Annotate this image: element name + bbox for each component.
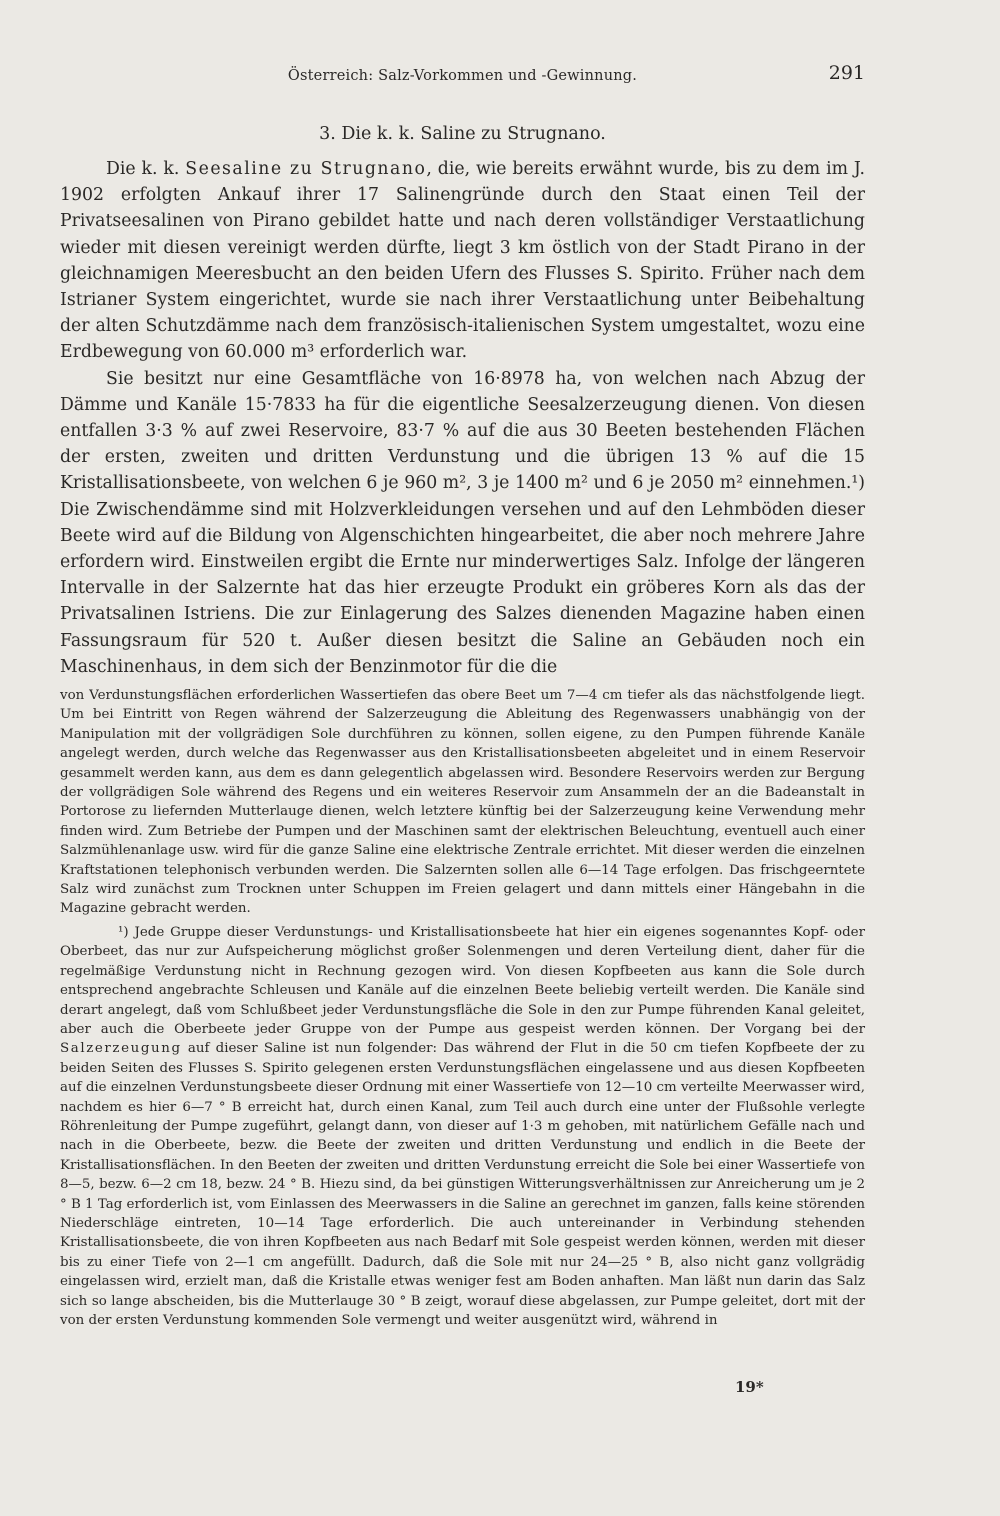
footnote-1-part1: Jede Gruppe dieser Verdunstungs- und Kristallisationsbeete hat hier ein eigenes sogenanntes Kopf- oder Oberbeet, das nur zur Aufspeicherung möglichst großer Solenmengen und deren Verteilung dient, daher für die regelmäßige Verdunstung nicht in Rechnung gezogen wird. Von diesen Kopfbeeten aus kann die Sole durch entsprechend angebrachte Schleusen und Kanäle auf die einzelnen Beete beliebig verteilt werden. Die Kanäle sind derart angelegt, daß vom Schlußbeet jeder Verdunstungsfläche die Sole in den zur Pumpe führenden Kanal geleitet, aber auch die Oberbeete jeder Gruppe von der Pumpe aus gespeist werden können. Der Vorgang bei der	[60, 924, 865, 1037]
paragraph-1-text: , die, wie bereits erwähnt wurde, bis zu dem im J. 1902 erfolgten Ankauf ihrer 17 Salinengründe durch den Staat einen Teil der Privatseesalinen von Pirano gebildet hatte und nach deren vollständiger Verstaatlichung wieder mit diesen vereinigt werden dürfte, liegt 3 km östlich von der Stadt Pirano in der gleichnamigen Meeresbucht an den beiden Ufern des Flusses S. Spirito. Früher nach dem Istrianer System eingerichtet, wurde sie nach ihrer Verstaatlichung unter Beibehaltung der alten Schutzdämme nach dem französisch-italienischen System umgestaltet, wozu eine Erdbewegung von 60.000 m³ erforderlich war.	[60, 159, 865, 363]
footnote-continuation: von Verdunstungsflächen erforderlichen Wassertiefen das obere Beet um 7—4 cm tiefer als das nächstfolgende liegt. Um bei Eintritt von Regen während der Salzerzeugung die Ableitung des Regenwassers unabhängig von der Manipulation mit der vollgrädigen Sole durchführen zu können, sollen eigene, zu den Pumpen führende Kanäle angelegt werden, durch welche das Regenwasser aus den Kristallisationsbeeten abgeleitet und in einem Reservoir gesammelt werden kann, aus dem es dann gelegentlich abgelassen wird. Besondere Reservoirs werden zur Bergung der vollgrädigen Sole während des Regens und ein weiteres Reservoir zum Ansammeln der an die Badeanstalt in Portorose zu liefernden Mutterlauge dienen, welch letztere künftig bei der Salzerzeugung keine Verwendung mehr finden wird. Zum Betriebe der Pumpen und der Maschinen samt der elektrischen Beleuchtung, eventuell auch einer Salzmühlenanlage usw. wird für die ganze Saline eine elektrische Zentrale errichtet. Mit dieser werden die einzelnen Kraftstationen telephonisch verbunden werden. Die Salzernten sollen alle 6—14 Tage erfolgen. Das frischgeerntete Salz wird zunächst zum Trocknen unter Schuppen im Freien gelagert und dann mittels einer Hängebahn in die Magazine gebracht werden.	[60, 688, 865, 917]
main-text	[60, 156, 865, 680]
paragraph-1-lead: Die k. k.	[106, 159, 186, 179]
footnote-1-spaced: Salzerzeugung	[60, 1041, 182, 1057]
footnote-1-part2: auf dieser Saline ist nun folgender: Das während der Flut in die 50 cm tiefen Kopfbeete der zu beiden Seiten des Flusses S. Spirito gelegenen ersten Verdunstungsflächen eingelassene und aus diesen Kopfbeeten auf die einzelnen Verdunstungsbeete dieser Ordnung mit einer Wassertiefe von 12—10 cm verteilte Meerwasser wird, nachdem es hier 6—7 ° B erreicht hat, durch einen Kanal, zum Teil auch durch eine unter der Flußsohle verlegte Röhrenleitung der Pumpe zugeführt, gelangt dann, von dieser auf 1·3 m gehoben, mit natürlichem Gefälle nach und nach in die Oberbeete, bezw. die Beete der zweiten und dritten Verdunstung und endlich in die Beete der Kristallisationsflächen. In den Beeten der zweiten und dritten Verdunstung erreicht die Sole bei einer Wassertiefe von 8—5, bezw. 6—2 cm 18, bezw. 24 ° B. Hiezu sind, da bei günstigen Witterungsverhältnissen zur Anreicherung um je 2 ° B 1 Tag erforderlich ist, vom Einlassen des Meerwassers in die Saline an gerechnet im ganzen, falls keine störenden Niederschläge eintreten, 10—14 Tage erforderlich. Die auch untereinander in Verbindung stehenden Kristallisationsbeete, die von ihren Kopfbeeten aus nach Bedarf mit Sole gespeist werden können, werden mit dieser bis zu einer Tiefe von 2—1 cm angefüllt. Dadurch, daß die Sole mit nur 24—25 ° B, also nicht ganz vollgrädig eingelassen wird, erzielt man, daß die Kristalle etwas weniger fest am Boden anhaften. Man läßt nun darin das Salz sich so lange abscheiden, bis die Mutterlauge 30 ° B zeigt, worauf diese abgelassen, zur Pumpe geleitet, dort mit der von der ersten Verdunstung kommenden Sole vermengt und weiter ausgenützt wird, während in	[60, 1041, 865, 1328]
footnotes	[60, 686, 865, 1330]
section-heading: 3. Die k. k. Saline zu Strugnano.	[319, 124, 606, 144]
footnote-1	[60, 923, 865, 1331]
running-head-title: Österreich: Salz-Vorkommen und -Gewinnung.	[287, 68, 638, 84]
signature-mark: 19*	[735, 1378, 764, 1396]
paragraph-1-spaced: Seesaline zu Strugnano	[185, 159, 427, 179]
running-head	[60, 62, 865, 90]
paragraph-2: Sie besitzt nur eine Gesamtfläche von 16·8978 ha, von welchen nach Abzug der Dämme und Kanäle 15·7833 ha für die eigentliche Seesalzerzeugung dienen. Von diesen entfallen 3·3 % auf zwei Reservoire, 83·7 % auf die aus 30 Beeten bestehenden Flächen der ersten, zweiten und dritten Verdunstung und die übrigen 13 % auf die 15 Kristallisationsbeete, von welchen 6 je 960 m², 3 je 1400 m² und 6 je 2050 m² einnehmen.¹) Die Zwischendämme sind mit Holzverkleidungen versehen und auf den Lehmböden dieser Beete wird auf die Bildung von Algenschichten hingearbeitet, die aber noch mehrere Jahre erfordern wird. Einstweilen ergibt die Ernte nur minderwertiges Salz. Infolge der längeren Intervalle in der Salzernte hat das hier erzeugte Produkt ein gröberes Korn als das der Privatsalinen Istriens. Die zur Einlagerung des Salzes dienenden Magazine haben einen Fassungsraum für 520 t. Außer diesen besitzt die Saline an Gebäuden noch ein Maschinenhaus, in dem sich der Benzinmotor für die die	[60, 368, 865, 677]
paragraph-1	[60, 156, 865, 366]
footnote-marker: ¹)	[118, 924, 129, 940]
page-number: 291	[828, 62, 865, 84]
